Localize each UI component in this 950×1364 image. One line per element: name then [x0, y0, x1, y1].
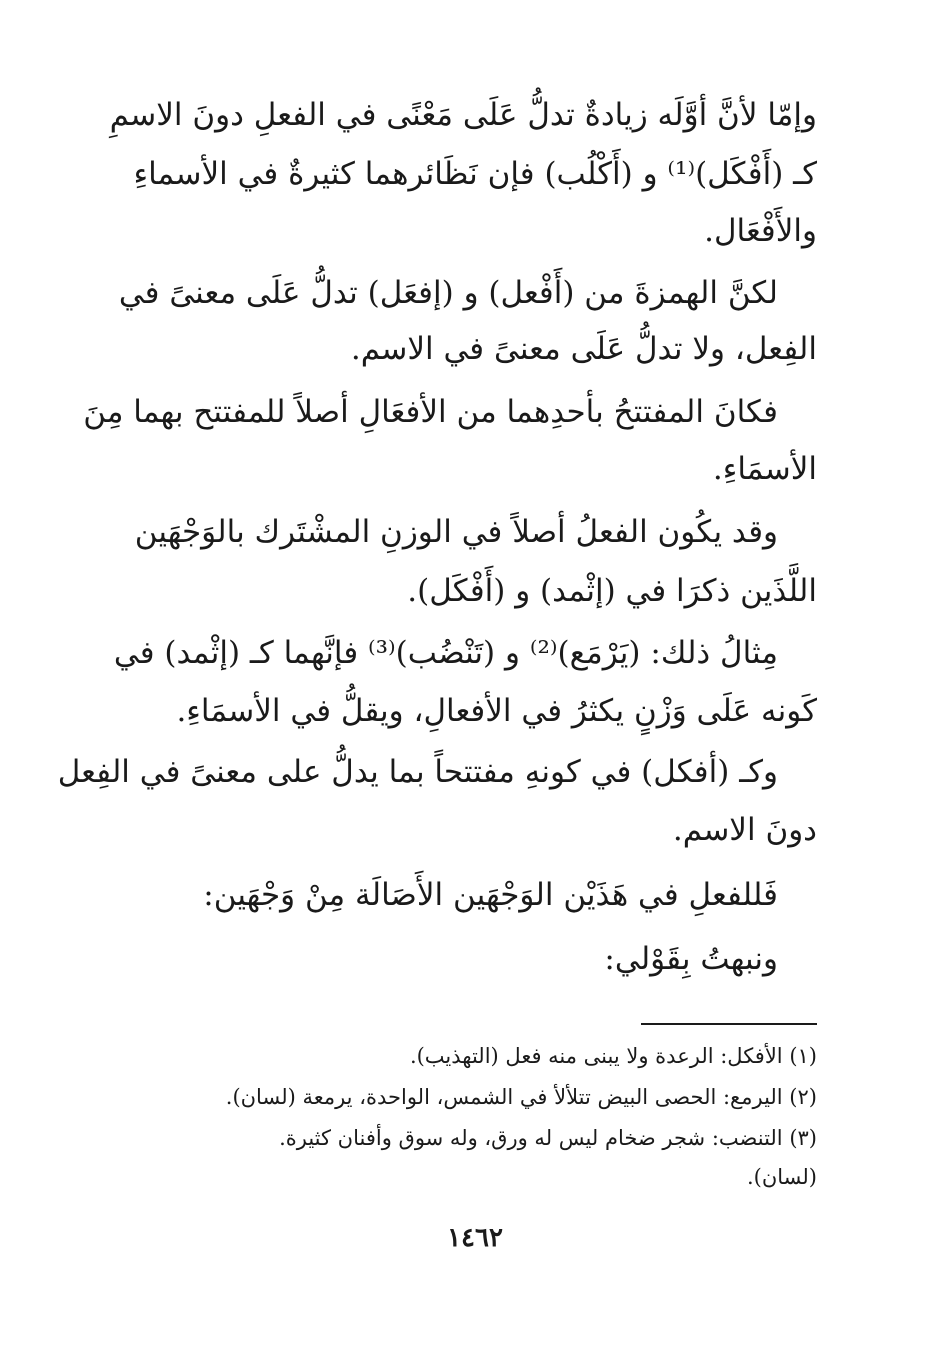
text-line: لكنَّ الهمزةَ من (أَفْعل) و (إفعَل) تدلُّ عَلَى معنىً في — [118, 275, 778, 311]
text-line: دونَ الاسم. — [672, 812, 817, 848]
footnote-separator — [641, 1023, 817, 1025]
text-line: كـ (أَفْكَل)⁽¹⁾ و (أَكْلُب) فإن نَظَائرهما كثيرةٌ في الأسماءِ — [133, 156, 817, 192]
text-line: ونبهتُ بِقَوْلي: — [604, 941, 778, 977]
footnote: (١) الأفكل: الرعدة ولا يبنى منه فعل (التهذيب). — [409, 1044, 817, 1068]
text-line: اللَّذَين ذكرَا في (إثْمد) و (أَفْكَل). — [407, 573, 817, 609]
footnote: (٣) التنضب: شجر ضخام ليس له ورق، وله سوق وأفنان كثيرة. — [279, 1126, 817, 1150]
text-line: الأسمَاءِ. — [712, 451, 817, 487]
page-number: ١٤٦٢ — [447, 1223, 503, 1253]
text-line: مِثالُ ذلك: (يَرْمَع)⁽²⁾ و (تَنْضُب)⁽³⁾ فإنَّهما كـ (إثْمد) في — [113, 635, 778, 671]
text-line: وإمّا لأنَّ أوَّلَه زيادةٌ تدلُّ عَلَى مَعْنًى في الفعلِ دونَ الاسمِ — [109, 97, 817, 133]
text-line: وقد يكُون الفعلُ أصلاً في الوزنِ المشْتَرك بالوَجْهَين — [134, 514, 778, 550]
text-line: الفِعل، ولا تدلُّ عَلَى معنىً في الاسم. — [350, 331, 817, 367]
footnote: (لسان). — [746, 1165, 817, 1189]
text-line: والأَفْعَال. — [704, 213, 817, 249]
footnote: (٢) اليرمع: الحصى البيض تتلألأ في الشمس، الواحدة، يرمعة (لسان). — [225, 1085, 817, 1109]
text-line: فكانَ المفتتحُ بأحدِهما من الأفعَالِ أصلاً للمفتتح بهما مِنَ — [83, 394, 778, 430]
text-line: كَونه عَلَى وَزْنٍ يكثرُ في الأفعالِ، ويقلُّ في الأسمَاءِ. — [176, 693, 817, 729]
text-line: وكـ (أفكل) في كونهِ مفتتحاً بما يدلُّ على معنىً في الفِعل — [57, 754, 778, 790]
text-line: فَللفعلِ في هَذَيْن الوَجْهَين الأَصَالَة مِنْ وَجْهَين: — [203, 877, 778, 913]
